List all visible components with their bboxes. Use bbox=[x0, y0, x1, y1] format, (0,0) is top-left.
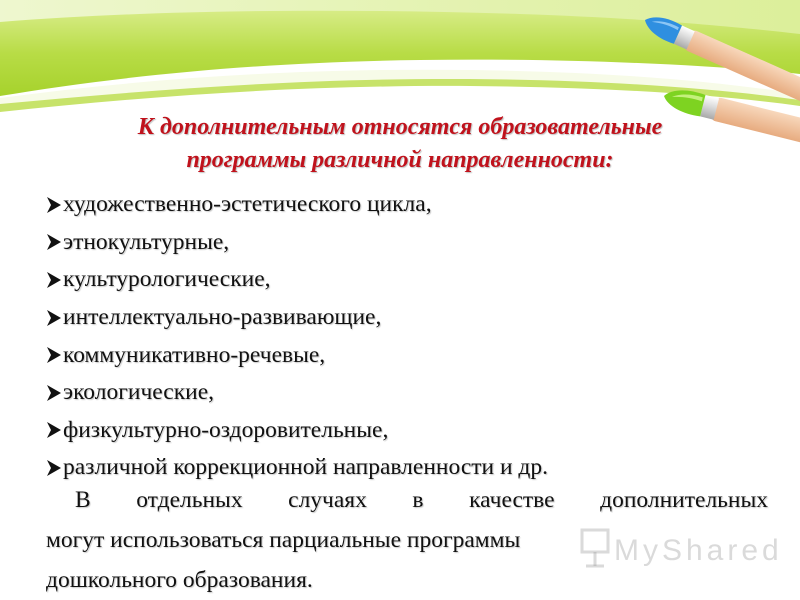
arrow-bullet-icon bbox=[46, 195, 62, 215]
arrow-bullet-icon bbox=[46, 345, 62, 365]
paragraph-line-2: могут использоваться парциальные программы bbox=[46, 527, 521, 553]
list-item-text: этнокультурные, bbox=[63, 228, 230, 255]
list-item-text: различной коррекционной направленности и др. bbox=[63, 454, 549, 481]
list-item bbox=[46, 299, 548, 337]
heading-line-1: К дополнительным относятся образовательные bbox=[137, 114, 663, 140]
list-item bbox=[46, 336, 548, 374]
watermark-text: MyShared bbox=[614, 534, 783, 567]
arrow-bullet-icon bbox=[46, 420, 62, 440]
arrow-bullet-icon bbox=[46, 383, 62, 403]
arrow-bullet-icon bbox=[46, 270, 62, 290]
list-item bbox=[46, 224, 548, 262]
paragraph-line-3: дошкольного образования. bbox=[46, 567, 313, 593]
arrow-bullet-icon bbox=[46, 458, 62, 478]
list-item bbox=[46, 186, 548, 224]
list-item-text: культурологические, bbox=[63, 266, 271, 293]
program-list bbox=[46, 186, 548, 487]
list-item bbox=[46, 412, 548, 450]
paragraph-line-1: В отдельных случаях в качестве дополнительных bbox=[75, 487, 768, 513]
list-item bbox=[46, 374, 548, 412]
list-item-text: художественно-эстетического цикла, bbox=[63, 191, 432, 218]
arrow-bullet-icon bbox=[46, 232, 62, 252]
arrow-bullet-icon bbox=[46, 308, 62, 328]
slide-heading bbox=[30, 111, 770, 177]
heading-line-2: программы различной направленности: bbox=[186, 147, 614, 173]
list-item-text: экологические, bbox=[63, 379, 215, 406]
list-item-text: интеллектуально-развивающие, bbox=[63, 304, 382, 331]
list-item bbox=[46, 261, 548, 299]
list-item-text: коммуникативно-речевые, bbox=[63, 341, 326, 368]
list-item-text: физкультурно-оздоровительные, bbox=[63, 416, 389, 443]
